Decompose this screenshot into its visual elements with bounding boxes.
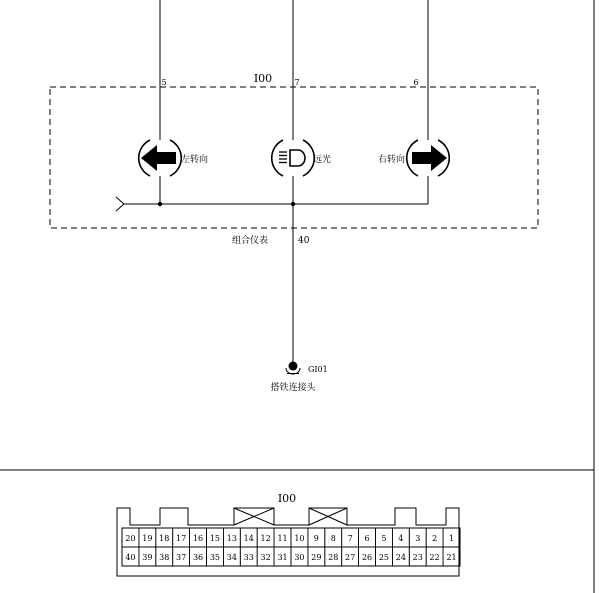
pin-left: 5 <box>161 78 167 87</box>
pin-number: 18 <box>159 534 170 543</box>
ground-label: 搭铁连接头 <box>270 383 316 393</box>
pin-number: 14 <box>243 534 254 543</box>
pin-number: 10 <box>294 534 305 543</box>
pin-center: 7 <box>294 78 300 87</box>
pin-number: 3 <box>415 534 421 543</box>
left-turn-indicator <box>139 140 182 204</box>
right-arrow-icon <box>412 145 447 171</box>
pin-number: 28 <box>328 553 339 562</box>
pin-number: 26 <box>361 553 373 562</box>
pin-number: 30 <box>294 553 305 562</box>
pin-number: 4 <box>398 534 404 543</box>
pin-number: 9 <box>313 534 319 543</box>
pin-number: 21 <box>446 553 457 562</box>
left-arrow-icon <box>141 145 176 171</box>
pin-number: 17 <box>176 534 187 543</box>
pin-number: 23 <box>412 553 423 562</box>
pin-number: 11 <box>277 534 288 543</box>
instrument-cluster-box <box>50 87 538 228</box>
pin-number: 32 <box>260 553 271 562</box>
pin-number: 39 <box>142 553 153 562</box>
pin-number: 34 <box>226 553 237 562</box>
pin-number: 29 <box>311 553 322 562</box>
pin-number: 8 <box>330 534 336 543</box>
pin-number: 27 <box>345 553 356 562</box>
pin-number: 6 <box>364 534 370 543</box>
pin-number: 36 <box>192 553 204 562</box>
pin-number: 31 <box>277 553 288 562</box>
pin-number: 22 <box>429 553 440 562</box>
pin-number: 7 <box>347 534 353 543</box>
pin-number: 19 <box>142 534 153 543</box>
high-beam-indicator <box>272 140 315 204</box>
pin-number: 13 <box>226 534 237 543</box>
module-caption: 组合仪表 <box>232 236 269 246</box>
connector-name: I00 <box>277 492 297 505</box>
pin-ground: 40 <box>298 236 310 246</box>
junction-dot <box>158 202 162 206</box>
pin-number: 2 <box>432 534 438 543</box>
ground-symbol-icon <box>286 362 300 375</box>
pin-number: 5 <box>381 534 387 543</box>
pin-number: 40 <box>125 553 136 562</box>
pin-number: 25 <box>378 553 390 562</box>
right-turn-indicator <box>407 140 450 204</box>
pin-number: 15 <box>209 534 221 543</box>
high-beam-icon <box>279 150 305 166</box>
pin-number: 20 <box>125 534 136 543</box>
right-turn-label: 右转向 <box>378 155 406 165</box>
pin-number: 12 <box>260 534 271 543</box>
module-name: I00 <box>253 72 273 85</box>
connector-end-icon <box>116 197 124 211</box>
pin-right: 6 <box>413 78 419 87</box>
pin-number: 1 <box>449 534 455 543</box>
high-beam-label: 远光 <box>313 155 332 165</box>
left-turn-label: 左转向 <box>181 155 209 165</box>
connector-key-marks <box>234 508 347 525</box>
pin-number: 33 <box>243 553 254 562</box>
pin-number: 16 <box>192 534 204 543</box>
pin-number: 38 <box>159 553 170 562</box>
ground-code: GI01 <box>308 365 328 374</box>
pin-number: 24 <box>395 553 406 562</box>
pin-number: 35 <box>209 553 221 562</box>
pin-number: 37 <box>176 553 187 562</box>
